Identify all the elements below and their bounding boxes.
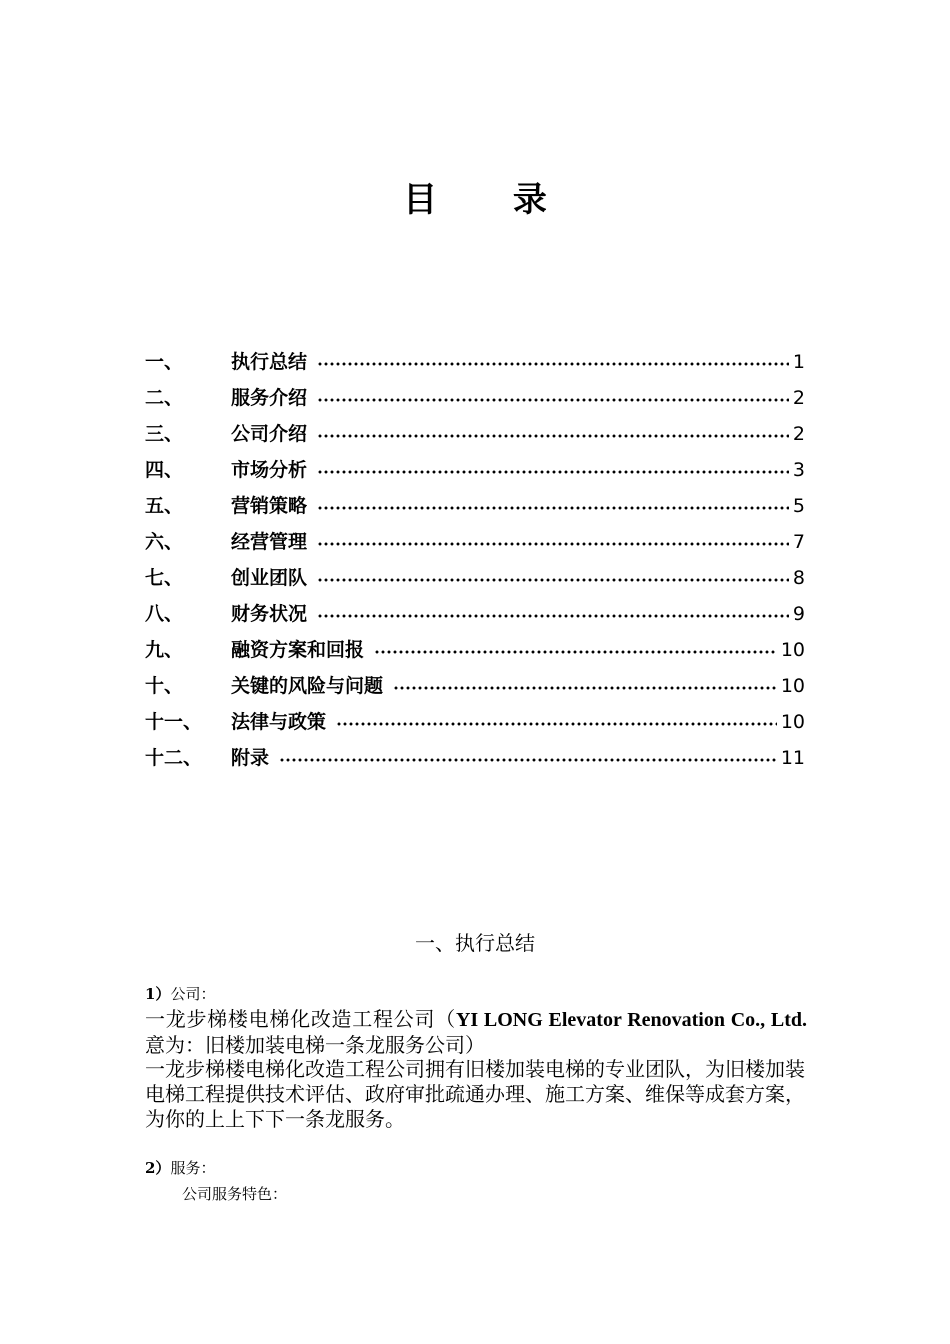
toc-dot-leader	[317, 362, 789, 366]
service-subheading	[145, 1157, 215, 1179]
toc-entry-page: 8	[792, 567, 805, 589]
toc-entry-number: 十一、	[145, 711, 203, 733]
toc-entry-number: 三、	[145, 423, 184, 445]
company-name-paragraph	[145, 1007, 807, 1058]
company-name-cn: 一龙步梯楼电梯化改造工程公司（	[145, 1007, 456, 1031]
toc-entry-number: 四、	[145, 459, 184, 481]
toc-entry[interactable]	[145, 632, 805, 668]
toc-entry-page: 1	[792, 351, 805, 373]
toc-dot-leader	[317, 434, 789, 438]
toc-entry[interactable]	[145, 560, 805, 596]
toc-dot-leader	[317, 542, 789, 546]
toc-entry-page: 11	[780, 747, 805, 769]
toc-dot-leader	[317, 506, 789, 510]
toc-entry[interactable]	[145, 740, 805, 776]
toc-dot-leader	[279, 758, 777, 762]
toc-entry-page: 9	[792, 603, 805, 625]
toc-entry-label: 执行总结	[231, 351, 308, 373]
toc-dot-leader	[336, 722, 777, 726]
toc-dot-leader	[317, 398, 789, 402]
toc-entry-label: 经营管理	[231, 531, 308, 553]
toc-dot-leader	[317, 578, 789, 582]
toc-entry[interactable]	[145, 668, 805, 704]
company-name-en: YI LONG Elevator Renovation Co., Ltd.	[455, 1009, 808, 1031]
company-name-meaning: 意为：旧楼加装电梯一条龙服务公司）	[145, 1033, 485, 1057]
toc-entry-page: 7	[792, 531, 805, 553]
toc-entry[interactable]	[145, 524, 805, 560]
toc-entry-label: 融资方案和回报	[231, 639, 365, 661]
toc-entry-label: 法律与政策	[231, 711, 327, 733]
toc-entry-number: 六、	[145, 531, 184, 553]
toc-entry[interactable]	[145, 380, 805, 416]
toc-entry-number: 十、	[145, 675, 184, 697]
toc-entry-page: 10	[780, 639, 805, 661]
toc-entry-page: 3	[792, 459, 805, 481]
toc-entry-label: 财务状况	[231, 603, 308, 625]
toc-dot-leader	[317, 614, 789, 618]
table-of-contents	[145, 344, 805, 776]
toc-entry-label: 服务介绍	[231, 387, 308, 409]
toc-entry-number: 五、	[145, 495, 184, 517]
toc-entry-number: 一、	[145, 351, 184, 373]
company-subheading	[145, 983, 215, 1005]
toc-entry-page: 2	[792, 423, 805, 445]
section-heading-executive-summary: 一、执行总结	[415, 931, 535, 955]
toc-entry-page: 5	[792, 495, 805, 517]
toc-entry-number: 二、	[145, 387, 184, 409]
company-description: 一龙步梯楼电梯化改造工程公司拥有旧楼加装电梯的专业团队，为旧楼加装电梯工程提供技术评估、政府审批疏通办理、施工方案、维保等成套方案，为你的上上下下一条龙服务。	[145, 1057, 805, 1131]
toc-entry-number: 七、	[145, 567, 184, 589]
toc-entry-label: 营销策略	[231, 495, 308, 517]
toc-entry[interactable]	[145, 596, 805, 632]
toc-dot-leader	[393, 686, 777, 690]
toc-entry-label: 市场分析	[231, 459, 308, 481]
toc-entry-label: 关键的风险与问题	[231, 675, 384, 697]
toc-entry[interactable]	[145, 704, 805, 740]
toc-entry-page: 10	[780, 711, 805, 733]
service-subheading-number: 2）	[145, 1159, 171, 1177]
toc-dot-leader	[317, 470, 789, 474]
toc-entry-label: 创业团队	[231, 567, 308, 589]
toc-entry-number: 九、	[145, 639, 184, 661]
toc-dot-leader	[374, 650, 777, 654]
toc-entry-page: 2	[792, 387, 805, 409]
toc-entry-label: 附录	[231, 747, 270, 769]
service-subheading-label: 服务：	[170, 1159, 216, 1177]
toc-entry[interactable]	[145, 344, 805, 380]
toc-entry[interactable]	[145, 488, 805, 524]
service-feature-label: 公司服务特色：	[182, 1185, 288, 1203]
company-subheading-number: 1）	[145, 985, 171, 1003]
toc-title: 目 录	[403, 180, 579, 220]
toc-entry-number: 十二、	[145, 747, 203, 769]
toc-entry-label: 公司介绍	[231, 423, 308, 445]
toc-entry-page: 10	[780, 675, 805, 697]
toc-entry-number: 八、	[145, 603, 184, 625]
toc-entry[interactable]	[145, 452, 805, 488]
company-subheading-label: 公司：	[170, 985, 216, 1003]
toc-entry[interactable]	[145, 416, 805, 452]
